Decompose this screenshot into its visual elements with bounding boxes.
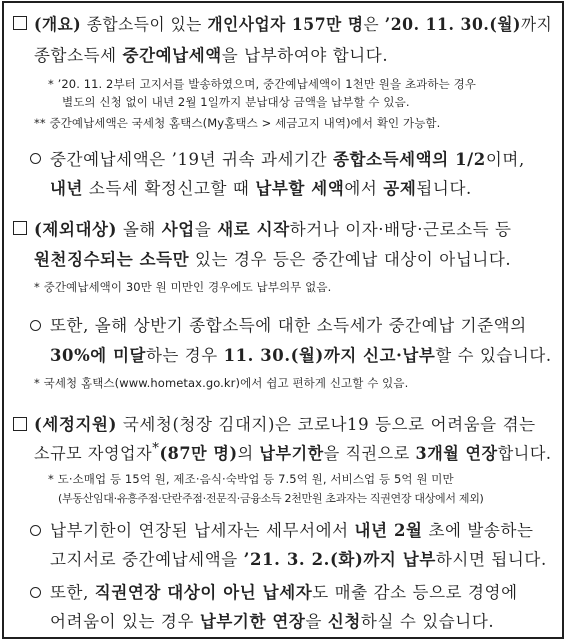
s3-line1: (세정지원) 국세청(청장 김대지)은 코로나19 등으로 어려움을 겪는 — [34, 415, 536, 434]
s2-circle-line1: 또한, 올해 상반기 종합소득에 대한 소득세가 중간예납 기준액의 — [50, 316, 527, 335]
s2-note2: * 국세청 홈택스(www.hometax.go.kr)에서 쉽고 편하게 신고할 수 있음. — [34, 376, 409, 390]
section-checkbox-support — [13, 417, 27, 431]
s2-circle-line2: 30%에 미달하는 경우 11. 30.(월)까지 신고·납부할 수 있습니다. — [50, 346, 552, 365]
s1-line2: 종합소득세 중간예납세액을 납부하여야 합니다. — [34, 46, 389, 65]
s2-line1: (제외대상) 올해 사업을 새로 시작하거나 이자·배당·근로소득 등 — [34, 220, 512, 239]
bullet-circle — [30, 525, 41, 536]
s3-line2: 소규모 자영업자*(87만 명)의 납부기한을 직권으로 3개월 연장합니다. — [34, 440, 552, 463]
s3-circle2-line2: 어려움이 있는 경우 납부기한 연장을 신청하실 수 있습니다. — [50, 612, 495, 631]
s1-note2: 별도의 신청 없이 내년 2월 1일까지 분납대상 금액을 납부할 수 있음. — [62, 95, 410, 109]
bullet-circle — [30, 153, 41, 164]
s2-note1: * 중간예납세액이 30만 원 미만인 경우에도 납부의무 없음. — [34, 280, 332, 294]
s1-line1: (개요) 종합소득이 있는 개인사업자 157만 명은 ’20. 11. 30.(월)까지 — [34, 15, 553, 34]
s3-note1: * 도·소매업 등 15억 원, 제조·음식·숙박업 등 7.5억 원, 서비스업 등 5억 원 미만 — [48, 472, 454, 486]
s3-note2: (부동산임대·유흥주점·단란주점·전문직·금융소득 2천만원 초과자는 직권연장 대상에서 제외) — [58, 492, 484, 505]
notice-document — [2, 1, 564, 639]
s3-circle1-line2: 고지서로 중간예납세액을 ’21. 3. 2.(화)까지 납부하시면 됩니다. — [50, 550, 547, 569]
bullet-circle — [30, 587, 41, 598]
s3-circle2-line1: 또한, 직권연장 대상이 아닌 납세자도 매출 감소 등으로 경영에 — [50, 583, 518, 602]
section-checkbox-overview — [13, 16, 27, 30]
bullet-circle — [30, 320, 41, 331]
section-checkbox-excluded — [13, 221, 27, 235]
s1-note1: * ’20. 11. 2부터 고지서를 발송하였으며, 중간예납세액이 1천만 원을 초과하는 경우 — [48, 77, 476, 91]
s2-line2: 원천징수되는 소득만 있는 경우 등은 중간예납 대상이 아닙니다. — [34, 250, 512, 269]
s1-note3: ** 중간예납세액은 국세청 홈택스(My홈택스 > 세금고지 내역)에서 확인 가능함. — [34, 116, 441, 130]
s1-circle-line1: 중간예납세액은 ’19년 귀속 과세기간 종합소득세액의 1/2이며, — [50, 150, 525, 169]
s1-circle-line2: 내년 소득세 확정신고할 때 납부할 세액에서 공제됩니다. — [50, 179, 472, 198]
s3-circle1-line1: 납부기한이 연장된 납세자는 세무서에서 내년 2월 초에 발송하는 — [50, 521, 534, 540]
